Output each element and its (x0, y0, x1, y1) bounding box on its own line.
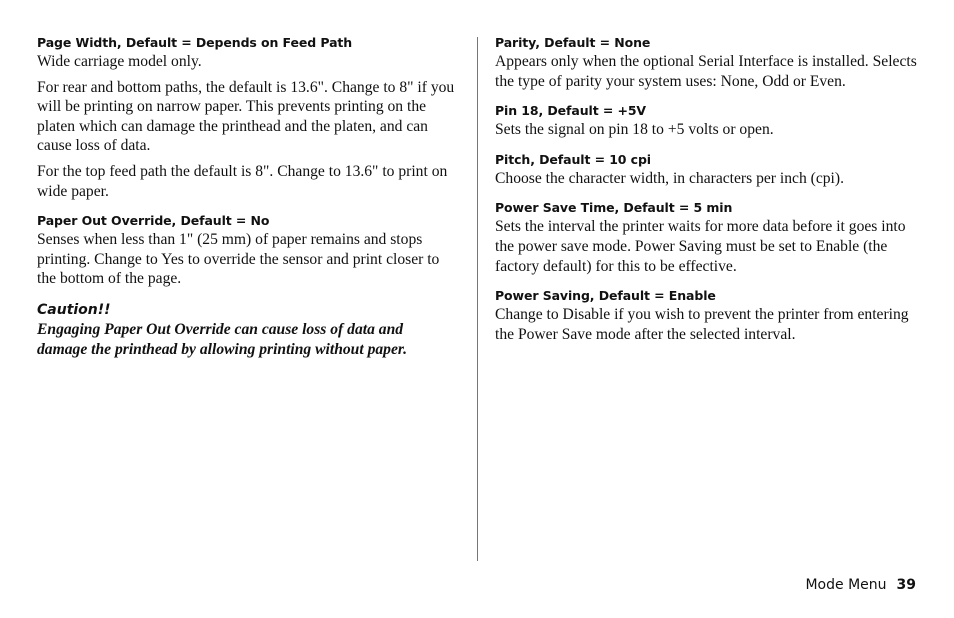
pitch-section (495, 151, 920, 189)
column-divider (477, 37, 478, 561)
page-width-text-3: For the top feed path the default is 8". Change to 13.6" to print on wide paper. (37, 162, 448, 200)
page-footer (805, 575, 916, 595)
page-width-heading: Page Width, Default = Depends on Feed Path (37, 35, 353, 50)
parity-section (495, 34, 920, 91)
paper-out-heading: Paper Out Override, Default = No (37, 213, 270, 229)
pin18-section (495, 102, 920, 140)
paper-out-text: Senses when less than 1" (25 mm) of paper remains and stops printing. Change to Yes to override the sensor and print closer to the bottom of the page. (37, 231, 440, 288)
power-saving-text: Change to Disable if you wish to prevent the printer from entering the Power Save mode after the selected interval. (495, 306, 909, 343)
page-width-section (37, 34, 457, 201)
pitch-text: Choose the character width, in characters per inch (cpi). (495, 169, 844, 187)
power-saving-section (495, 287, 920, 344)
left-column (37, 34, 457, 360)
power-saving-heading: Power Saving, Default = Enable (495, 288, 716, 304)
power-save-time-heading: Power Save Time, Default = 5 min (495, 200, 733, 216)
pin18-text: Sets the signal on pin 18 to +5 volts or open. (495, 121, 774, 139)
page-width-text-2: For rear and bottom paths, the default is 13.6". Change to 8" if you will be printing on narrow paper. This prevents printing on the platen which can damage the printhead and the platen, and can cause loss of data. (37, 78, 455, 155)
page-width-text-1: Wide carriage model only. (37, 53, 202, 70)
caution-section (37, 300, 457, 360)
parity-heading: Parity, Default = None (495, 35, 651, 50)
page-number: 39 (896, 577, 916, 593)
pin18-heading: Pin 18, Default = +5V (495, 103, 647, 119)
caution-heading: Caution!! (37, 301, 111, 318)
pitch-heading: Pitch, Default = 10 cpi (495, 151, 651, 167)
power-save-time-section (495, 199, 920, 276)
parity-text: Appears only when the optional Serial Interface is installed. Selects the type of parity your system uses: None, Odd or Even. (495, 53, 917, 90)
right-column (495, 34, 920, 344)
caution-text: Engaging Paper Out Override can cause loss of data and damage the printhead by allowing printing without paper. (37, 320, 407, 358)
power-save-time-text: Sets the interval the printer waits for more data before it goes into the power save mode. Power Saving must be set to Enable (the factory default) for this to be effective. (495, 218, 906, 275)
footer-section-title: Mode Menu (805, 577, 887, 593)
paper-out-section (37, 212, 457, 289)
